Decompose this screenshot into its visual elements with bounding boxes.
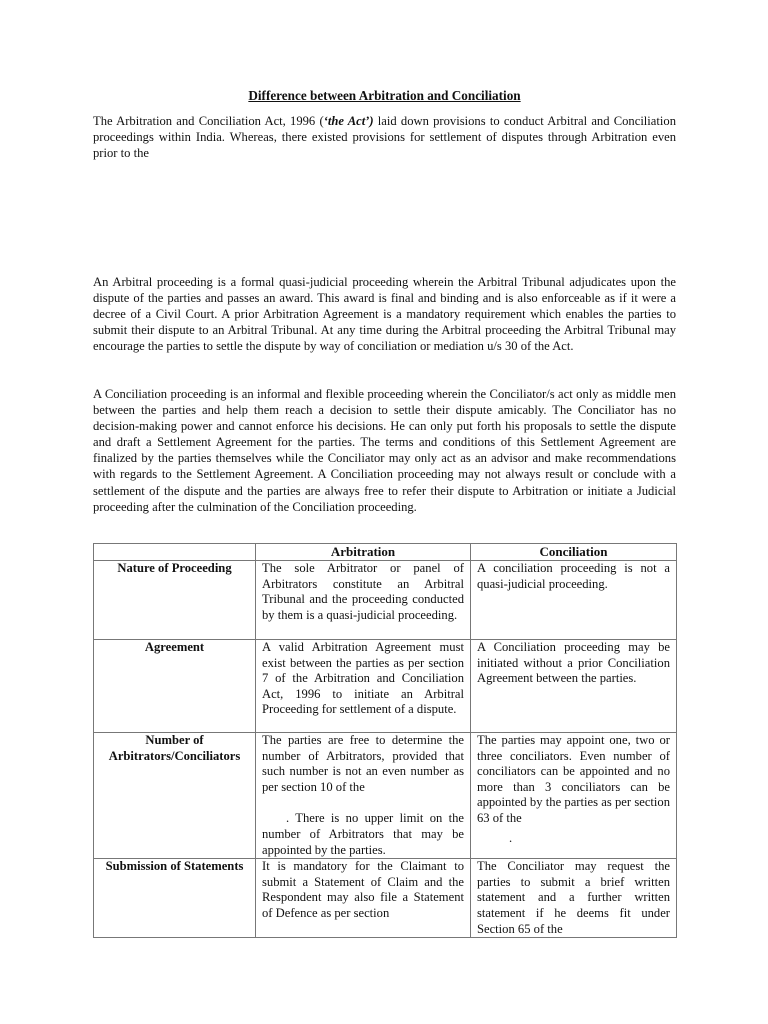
conciliation-cell [471,733,677,859]
table-row [94,561,677,640]
table-row [94,640,677,733]
conciliation-cell: A conciliation proceeding is not a quasi-judicial proceeding. [471,561,677,640]
header-arbitration: Arbitration [256,544,471,561]
arbitration-cell: A valid Arbitration Agreement must exist between the parties as per section 7 of the Arbitration and Conciliation Act, 1996 to initiate an Arbitral Proceeding for settlement of a dispute. [256,640,471,733]
arbitration-cell: It is mandatory for the Claimant to submit a Statement of Claim and the Respondent may also file a Statement of Defence as per section [256,859,471,938]
header-blank [94,544,256,561]
arbitration-cell [256,733,471,859]
row-label: Number of Arbitrators/Conciliators [94,733,256,859]
document-title: Difference between Arbitration and Conciliation [248,88,521,103]
conciliation-cell: The Conciliator may request the parties to submit a brief written statement and a further written statement if he deems fit under Section 65 of the [471,859,677,938]
arbitration-cell: The sole Arbitrator or panel of Arbitrators constitute an Arbitral Tribunal and the proceeding conducted by them is a quasi-judicial proceeding. [256,561,471,640]
arbitration-paragraph: An Arbitral proceeding is a formal quasi-judicial proceeding wherein the Arbitral Tribunal adjudicates upon the dispute of the parties and passes an award. This award is final and binding and is also enforceable as if it were a decree of a Civil Court. A prior Arbitration Agreement is a mandatory requirement which enables the parties to submit their dispute to an Arbitral Tribunal. At any time during the Arbitral proceeding the Arbitral Tribunal may encourage the parties to settle the dispute by way of conciliation or mediation u/s 30 of the Act. [93,275,676,354]
table-header-row [94,544,677,561]
intro-paragraph [93,113,676,161]
conciliation-cell: A Conciliation proceeding may be initiated without a prior Conciliation Agreement between the parties. [471,640,677,733]
conciliation-paragraph: A Conciliation proceeding is an informal and flexible proceeding wherein the Conciliator/s act only as middle men between the parties and help them reach a decision to settle their dispute amicably. The Conciliator has no decision-making power and cannot enforce his decisions. He can only put forth his proposals to settle the dispute and draft a Settlement Agreement for the parties. The terms and conditions of this Settlement Agreement are finalized by the parties themselves while the Conciliator may only act as an advisor and make recommendations with regards to the Settlement Agreement. A Conciliation proceeding may not always result or conclude with a settlement of the dispute and the parties are always free to refer their dispute to Arbitration or initiate a Judicial proceeding after the culmination of the Conciliation proceeding. [93,387,676,514]
table-row [94,733,677,859]
arbitration-cell-text: The parties are free to determine the number of Arbitrators, provided that such number is not an even number as per section 10 of the [262,733,464,794]
intro-text-start: The Arbitration and Conciliation Act, 1996 ( [93,114,324,128]
row-label: Nature of Proceeding [94,561,256,640]
conciliation-cell-text: The parties may appoint one, two or three conciliators. Even number of conciliators can be appointed and no more than 3 conciliators can be appointed by the parties as per section 63 of the [477,733,670,825]
row-label: Agreement [94,640,256,733]
header-conciliation: Conciliation [471,544,677,561]
row-label: Submission of Statements [94,859,256,938]
table-row [94,859,677,938]
arbitration-cell-text-cont: . There is no upper limit on the number of Arbitrators that may be appointed by the parties. [262,811,464,857]
comparison-table [93,543,677,938]
intro-text-end: laid down provisions to conduct Arbitral and Conciliation proceedings within India. Whereas, there existed provisions for settlement of disputes through Arbitration even prior to the [93,114,676,161]
act-name: ‘the Act’) [323,114,374,128]
conciliation-cell-text-cont: . [509,830,513,845]
